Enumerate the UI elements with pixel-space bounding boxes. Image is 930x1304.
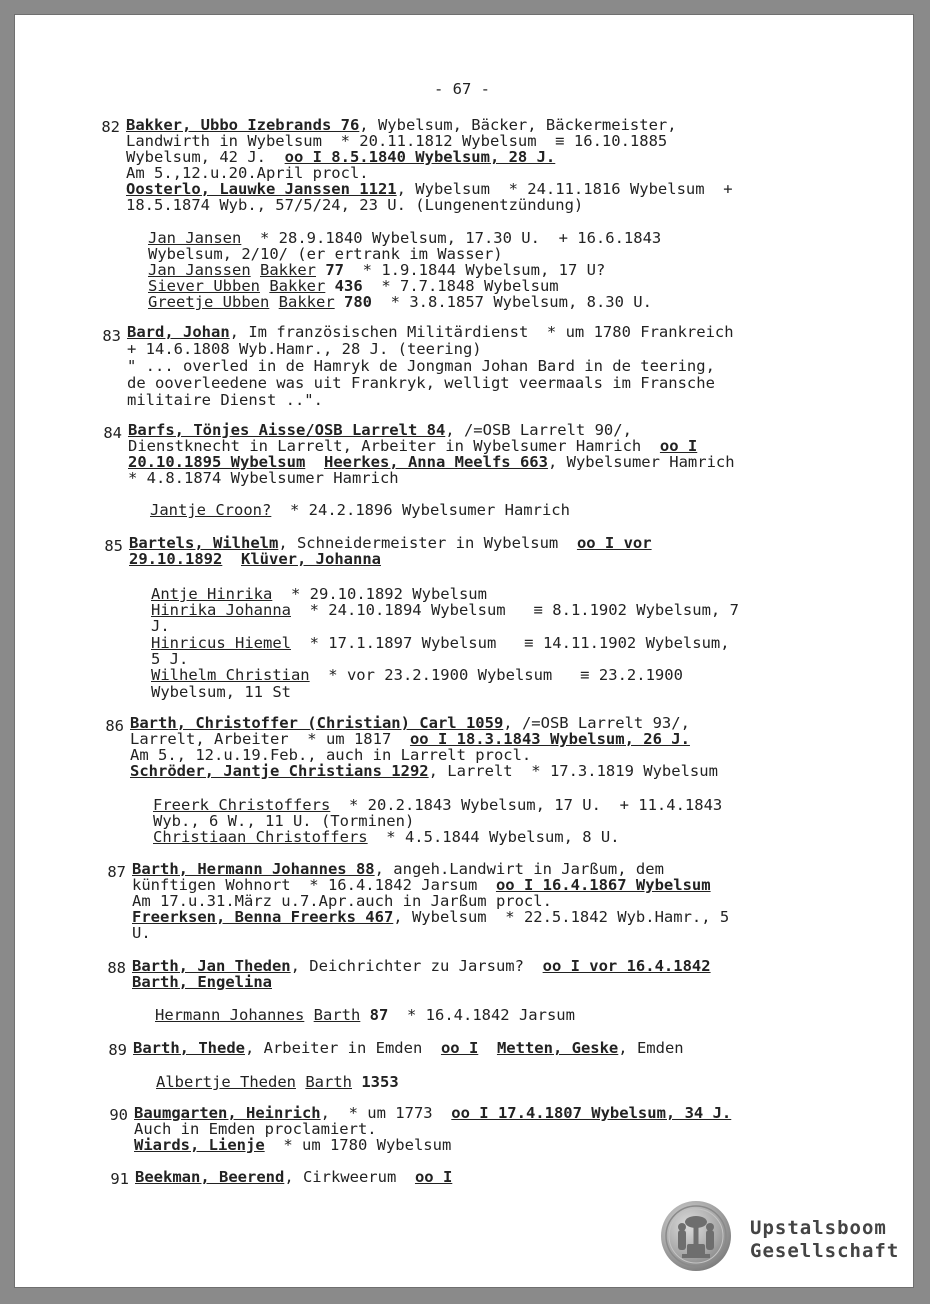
text-segment: Wilhelm Christian [151, 666, 310, 684]
text-segment: Barth [305, 1073, 352, 1091]
entry-line [133, 1040, 914, 1057]
text-segment: Klüver, Johanna [241, 550, 381, 568]
text-segment: Wybelsum, 42 J. [126, 148, 285, 166]
text-segment: Wyb., 6 W., 11 U. (Torminen) [153, 812, 415, 830]
child-line [151, 635, 914, 652]
text-segment: Bakker [269, 277, 326, 295]
text-segment: Wybelsum, 11 St [151, 683, 291, 701]
text-segment: * 7.7.1848 Wybelsum [362, 277, 559, 295]
child-line [156, 1074, 914, 1091]
text-segment: Beekman, Beerend [135, 1168, 285, 1186]
text-segment [222, 550, 241, 568]
brand-name [750, 1217, 899, 1263]
text-segment: * 3.8.1857 Wybelsum, 8.30 U. [372, 293, 652, 311]
text-segment: oo I 8.5.1840 Wybelsum, 28 J. [284, 148, 556, 166]
text-segment: 1353 [352, 1073, 399, 1091]
entry-number: 91 [110, 1170, 129, 1188]
text-segment: Barth, Engelina [132, 973, 272, 991]
text-segment [296, 1073, 305, 1091]
text-segment: Bard, Johan [127, 323, 230, 341]
text-segment: , Wybelsum * 24.11.1816 Wybelsum + [396, 180, 733, 198]
text-segment: militaire Dienst ..". [127, 391, 323, 409]
text-segment: oo I [414, 1168, 453, 1186]
text-segment: , Wybelsumer Hamrich [547, 453, 735, 471]
text-segment: U. [132, 924, 151, 942]
entry-number: 86 [105, 717, 124, 735]
text-segment: Barth [313, 1006, 361, 1024]
text-segment: Antje Hinrika [151, 585, 273, 603]
text-segment: Christiaan Christoffers [153, 828, 368, 846]
text-segment: Jantje Croon? [150, 501, 272, 519]
text-segment: 20.10.1895 Wybelsum [128, 453, 306, 471]
text-segment: Barfs, Tönjes Aisse/OSB Larrelt 84 [128, 421, 446, 439]
entry-line [130, 763, 914, 780]
text-segment: Barth, Christoffer (Christian) Carl 1059 [130, 714, 504, 732]
text-segment: * 29.10.1892 Wybelsum [272, 585, 487, 603]
text-segment: künftigen Wohnort * 16.4.1842 Jarsum [132, 876, 496, 894]
text-segment [269, 293, 278, 311]
text-segment: Auch in Emden proclamiert. [134, 1120, 377, 1138]
text-segment: 87 [360, 1006, 389, 1024]
entry-line [129, 551, 914, 568]
entry-number: 83 [102, 327, 121, 345]
text-segment: , /=OSB Larrelt 93/, [503, 714, 690, 732]
entry-line [134, 1137, 914, 1154]
text-segment: , Im französischen Militärdienst * um 1780 Frankreich [229, 323, 734, 341]
text-segment: 780 [334, 293, 372, 311]
text-segment: Barth, Jan Theden [132, 957, 291, 975]
text-segment: Am 17.u.31.März u.7.Apr.auch in Jarßum procl. [132, 892, 552, 910]
entry-line [128, 470, 914, 487]
text-segment: , Wybelsum, Bäcker, Bäckermeister, [359, 116, 677, 134]
text-segment: , Larrelt * 17.3.1819 Wybelsum [428, 762, 718, 780]
text-segment: Jan Jansen [148, 229, 242, 247]
text-segment: oo I vor 16.4.1842 [542, 957, 711, 975]
text-segment: * 1.9.1844 Wybelsum, 17 U? [344, 261, 606, 279]
text-segment: Wybelsum, 2/10/ (er ertrank im Wasser) [148, 245, 503, 263]
child-line [151, 684, 914, 701]
text-segment: Freerk Christoffers [153, 796, 331, 814]
child-line [155, 1007, 914, 1024]
text-segment: Hinrika Johanna [151, 601, 291, 619]
entry-number: 88 [107, 959, 126, 977]
text-segment: 29.10.1892 [129, 550, 223, 568]
text-segment: oo I 18.3.1843 Wybelsum, 26 J. [409, 730, 690, 748]
text-segment: * 24.10.1894 Wybelsum ≡ 8.1.1902 Wybelsum, 7 [290, 601, 739, 619]
text-segment: , /=OSB Larrelt 90/, [445, 421, 632, 439]
text-segment: Heerkes, Anna Meelfs 663 [323, 453, 548, 471]
text-segment: Schröder, Jantje Christians 1292 [130, 762, 429, 780]
entry-number: 89 [108, 1041, 127, 1059]
entry-line [132, 925, 914, 942]
child-line [150, 502, 914, 519]
entry-number: 87 [107, 863, 126, 881]
text-segment: Bakker [260, 261, 316, 279]
text-segment: * vor 23.2.1900 Wybelsum ≡ 23.2.1900 [309, 666, 683, 684]
text-segment: Barth, Thede [133, 1039, 245, 1057]
entry-line [127, 324, 914, 341]
text-segment: , Wybelsum * 22.5.1842 Wyb.Hamr., 5 [393, 908, 730, 926]
text-segment: Am 5., 12.u.19.Feb., auch in Larrelt procl. [130, 746, 532, 764]
text-segment: Bartels, Wilhelm [129, 534, 279, 552]
text-segment: Hermann Johannes [155, 1006, 305, 1024]
seal-logo [660, 1200, 732, 1272]
text-segment: * 4.5.1844 Wybelsum, 8 U. [367, 828, 620, 846]
text-segment: Albertje Theden [156, 1073, 296, 1091]
text-segment: " ... overled in de Hamryk de Jongman Johan Bard in de teering, [127, 357, 715, 375]
text-segment: oo I [659, 437, 698, 455]
text-segment: , angeh.Landwirt in Jarßum, dem [374, 860, 664, 878]
entry-number: 90 [109, 1106, 128, 1124]
child-line [153, 829, 914, 846]
text-segment: , Arbeiter in Emden [244, 1039, 441, 1057]
text-segment: + 14.6.1808 Wyb.Hamr., 28 J. (teering) [127, 340, 482, 358]
text-segment: oo I 17.4.1807 Wybelsum, 34 J. [451, 1104, 732, 1122]
text-segment [478, 1039, 497, 1057]
text-segment: * 4.8.1874 Wybelsumer Hamrich [128, 469, 399, 487]
entry-line [127, 341, 914, 358]
text-segment: Metten, Geske [496, 1039, 619, 1057]
text-segment: Siever Ubben [148, 277, 260, 295]
text-segment: Wiards, Lienje [134, 1136, 265, 1154]
entry-number: 85 [104, 537, 123, 555]
text-segment: 77 [316, 261, 344, 279]
text-segment: Am 5.,12.u.20.April procl. [126, 164, 369, 182]
brand-line-2: Gesellschaft [750, 1240, 900, 1262]
text-segment: de ooverleedene was uit Frankryk, welligt veermaals im Fransche [127, 374, 715, 392]
entry-number: 82 [101, 118, 120, 136]
text-segment: 18.5.1874 Wyb., 57/5/24, 23 U. (Lungenentzündung) [126, 196, 584, 214]
text-segment: , * um 1773 [320, 1104, 452, 1122]
text-segment: * 24.2.1896 Wybelsumer Hamrich [271, 501, 570, 519]
text-segment: 436 [325, 277, 363, 295]
entry-line [127, 392, 914, 409]
text-segment: Jan Janssen [148, 261, 251, 279]
text-segment: oo I vor [576, 534, 652, 552]
document-page [14, 14, 914, 1288]
text-segment: , Deichrichter zu Jarsum? [290, 957, 543, 975]
text-segment: oo I 16.4.1867 Wybelsum [495, 876, 711, 894]
text-segment: Freerksen, Benna Freerks 467 [132, 908, 394, 926]
entry-line [127, 375, 914, 392]
text-segment: Greetje Ubben [148, 293, 270, 311]
text-segment: 5 J. [151, 650, 189, 668]
text-segment: J. [151, 617, 170, 635]
text-segment [304, 1006, 313, 1024]
entry-line [126, 197, 914, 214]
child-line [148, 294, 914, 311]
text-segment: Barth, Hermann Johannes 88 [132, 860, 375, 878]
entry-line [132, 909, 914, 926]
text-segment: Baumgarten, Heinrich [134, 1104, 321, 1122]
text-segment: Larrelt, Arbeiter * um 1817 [130, 730, 410, 748]
entry-line [135, 1169, 914, 1186]
text-segment: * 17.1.1897 Wybelsum ≡ 14.11.1902 Wybelsum, [290, 634, 730, 652]
child-line [151, 602, 914, 619]
text-segment: , Emden [618, 1039, 684, 1057]
text-segment: , Schneidermeister in Wybelsum [278, 534, 577, 552]
text-segment: Dienstknecht in Larrelt, Arbeiter in Wybelsumer Hamrich [128, 437, 660, 455]
entry-line [127, 358, 914, 375]
text-segment: * 20.2.1843 Wybelsum, 17 U. + 11.4.1843 [330, 796, 723, 814]
text-segment: * um 1780 Wybelsum [264, 1136, 452, 1154]
entry-line [132, 974, 914, 991]
text-segment: Oosterlo, Lauwke Janssen 1121 [126, 180, 397, 198]
text-segment: Bakker, Ubbo Izebrands 76 [126, 116, 360, 134]
text-segment: oo I [440, 1039, 479, 1057]
child-line [151, 618, 914, 635]
brand-line-1: Upstalsboom [750, 1217, 887, 1239]
text-segment: Bakker [278, 293, 335, 311]
entry-number: 84 [103, 424, 122, 442]
text-segment: Landwirth in Wybelsum * 20.11.1812 Wybelsum ≡ 16.10.1885 [126, 132, 668, 150]
text-segment: , Cirkweerum [284, 1168, 415, 1186]
page-number: - 67 - [434, 80, 490, 98]
text-segment: * 28.9.1840 Wybelsum, 17.30 U. + 16.6.1843 [241, 229, 662, 247]
text-segment: * 16.4.1842 Jarsum [388, 1006, 575, 1024]
child-line [151, 667, 914, 684]
text-segment: Hinricus Hiemel [151, 634, 291, 652]
